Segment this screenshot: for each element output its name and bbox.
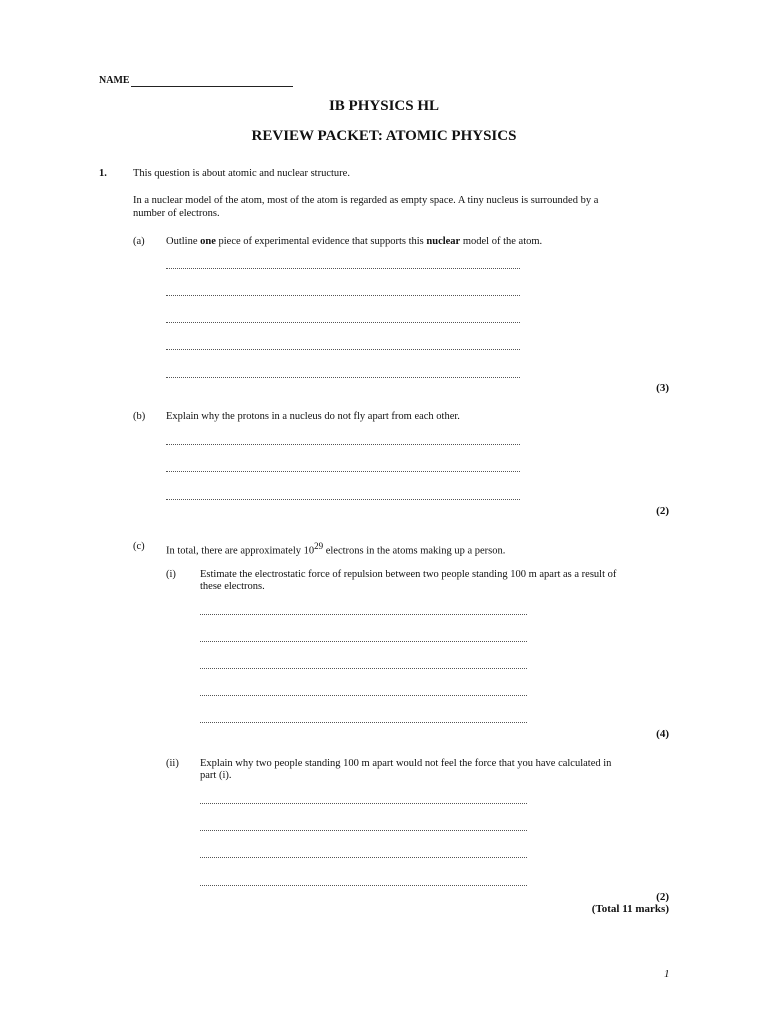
answer-line-a2[interactable] bbox=[166, 295, 520, 296]
total-marks: (Total 11 marks) bbox=[591, 903, 669, 915]
part-c-i-line1: Estimate the electrostatic force of repulsion between two people standing 100 m apart as a result of bbox=[200, 569, 617, 580]
part-c-ii-marks: (2) bbox=[656, 891, 669, 903]
answer-line-a4[interactable] bbox=[166, 349, 520, 350]
part-a-text bbox=[166, 235, 542, 248]
answer-line-c-i4[interactable] bbox=[200, 695, 527, 696]
answer-line-a5[interactable] bbox=[166, 377, 520, 378]
answer-line-c-i5[interactable] bbox=[200, 722, 527, 723]
part-c-label: (c) bbox=[133, 541, 145, 552]
answer-line-b3[interactable] bbox=[166, 499, 520, 500]
answer-line-a3[interactable] bbox=[166, 322, 520, 323]
part-c-text-after: electrons in the atoms making up a person. bbox=[323, 545, 506, 557]
answer-line-c-i1[interactable] bbox=[200, 614, 527, 615]
part-a-marks: (3) bbox=[656, 382, 669, 394]
part-c-ii-label: (ii) bbox=[166, 758, 179, 769]
question-context-line2: number of electrons. bbox=[133, 208, 220, 219]
part-c-text bbox=[166, 540, 505, 558]
part-a-label: (a) bbox=[133, 236, 145, 247]
question-intro: This question is about atomic and nuclear structure. bbox=[133, 168, 350, 179]
answer-line-c-ii2[interactable] bbox=[200, 830, 527, 831]
answer-line-c-ii4[interactable] bbox=[200, 885, 527, 886]
part-c-i-line2: these electrons. bbox=[200, 581, 265, 592]
answer-line-c-ii1[interactable] bbox=[200, 803, 527, 804]
part-c-i-marks: (4) bbox=[656, 728, 669, 740]
part-b-text: Explain why the protons in a nucleus do not fly apart from each other. bbox=[166, 411, 460, 422]
part-a-text-middle: piece of experimental evidence that supports this bbox=[215, 236, 427, 247]
part-a-text-after: model of the atom. bbox=[460, 236, 543, 247]
answer-line-c-i2[interactable] bbox=[200, 641, 527, 642]
answer-line-c-i3[interactable] bbox=[200, 668, 527, 669]
part-c-text-before: In total, there are approximately 10 bbox=[166, 545, 315, 557]
answer-line-a1[interactable] bbox=[166, 268, 520, 269]
answer-line-b2[interactable] bbox=[166, 471, 520, 472]
part-c-i-label: (i) bbox=[166, 569, 176, 580]
page-number: 1 bbox=[664, 968, 670, 980]
name-label: NAME bbox=[99, 75, 130, 86]
part-a-text-bold-one: one bbox=[200, 236, 216, 247]
title-packet: REVIEW PACKET: ATOMIC PHYSICS bbox=[251, 128, 517, 144]
question-context-line1: In a nuclear model of the atom, most of the atom is regarded as empty space. A tiny nucleus is surrounded by a bbox=[133, 195, 599, 206]
question-number: 1. bbox=[99, 168, 107, 179]
part-c-ii-line2: part (i). bbox=[200, 770, 232, 781]
title-course: IB PHYSICS HL bbox=[328, 98, 440, 114]
part-c-exponent: 29 bbox=[314, 541, 324, 551]
part-c-ii-line1: Explain why two people standing 100 m apart would not feel the force that you have calculated in bbox=[200, 758, 612, 769]
part-a-text-bold-nuclear: nuclear bbox=[426, 236, 461, 247]
answer-line-c-ii3[interactable] bbox=[200, 857, 527, 858]
part-b-marks: (2) bbox=[656, 505, 669, 517]
part-a-text-before: Outline bbox=[166, 236, 201, 247]
part-b-label: (b) bbox=[133, 411, 146, 422]
answer-line-b1[interactable] bbox=[166, 444, 520, 445]
name-line bbox=[131, 86, 293, 87]
